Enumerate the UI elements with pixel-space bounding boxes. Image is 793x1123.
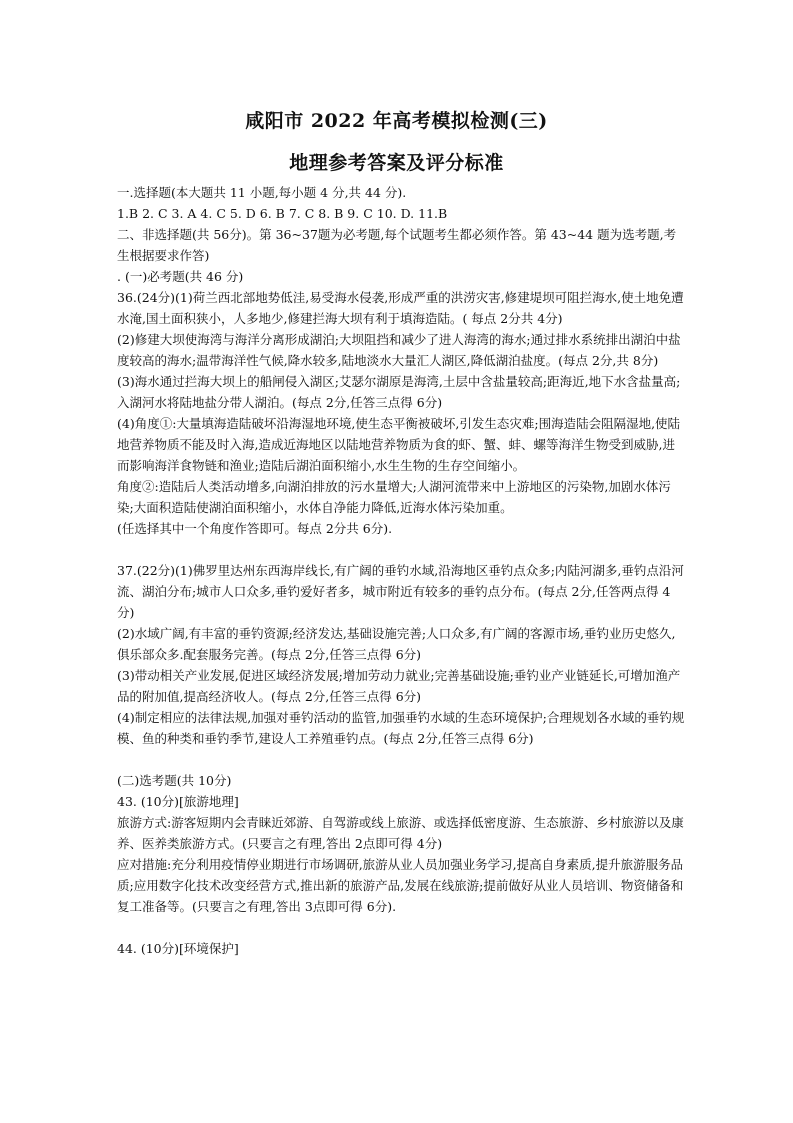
document-subtitle: 地理参考答案及评分标准 (289, 152, 504, 174)
q36-part2: (2)修建大坝使海湾与海洋分离形成湖泊;大坝阻挡和减少了进人海湾的海水;通过排水系统排出湖泊中盐度较高的海水;温带海洋性气候,降水较多,陆地淡水大量汇人湖区,降低湖泊盐度。(每点 2分,共 8分) (117, 332, 681, 368)
q37-part2: (2)水域广阔,有丰富的垂钓资源;经济发达,基础设施完善;人口众多,有广阔的客源市场,垂钓业历史悠久,俱乐部众多.配套服务完善。(每点 2分,任答三点得 6分) (117, 626, 676, 662)
q44-heading: 44. (10分)[环境保护] (117, 941, 239, 956)
q43-measures: 应对措施:充分利用疫情停业期进行市场调研,旅游从业人员加强业务学习,提高自身素质,提升旅游服务品质;应用数字化技术改变经营方式,推出新的旅游产品,发展在线旅游;提前做好从业人员培训、物资储备和复工准备等。(只要言之有理,答出 3点即可得 6分). (117, 857, 684, 914)
mc-heading: 一.选择题(本大题共 11 小题,每小题 4 分,共 44 分). (117, 185, 407, 200)
elective-heading: (二)选考题(共 10分) (117, 773, 232, 788)
q37-part4: (4)制定相应的法律法规,加强对垂钓活动的监管,加强垂钓水域的生态环境保护;合理规划各水域的垂钓规模、鱼的种类和垂钓季节,建设人工养殖垂钓点。(每点 2分,任答三点得 6分) (117, 710, 685, 746)
q36-note: (任选择其中一个角度作答即可。每点 2分共 6分). (117, 521, 393, 536)
q37-part3: (3)带动相关产业发展,促进区域经济发展;增加劳动力就业;完善基础设施;垂钓业产业链延长,可增加渔产品的附加值,提高经济收人。(每点 2分,任答三点得 6分) (117, 668, 681, 704)
q43-travel-mode: 旅游方式:游客短期内会青睐近郊游、自驾游或线上旅游、或选择低密度游、生态旅游、乡村旅游以及康养、医养类旅游方式。(只要言之有理,答出 2点即可得 4分) (117, 815, 684, 851)
q37-part1: 37.(22分)(1)佛罗里达州东西海岸线长,有广阔的垂钓水域,沿海地区垂钓点众多;内陆河湖多,垂钓点沿河流、湖泊分布;城市人口众多,垂钓爱好者多，城市附近有较多的垂钓点分布。(每点 2分,任答两点得 4分) (117, 563, 684, 620)
q36-part4-angle2: 角度②:造陆后人类活动增多,向湖泊排放的污水量增大;人湖河流带来中上游地区的污染物,加剧水体污染;大面积造陆使湖泊面积缩小，水体自净能力降低,近海水体污染加重。 (117, 479, 671, 515)
q43-heading: 43. (10分)[旅游地理] (117, 794, 239, 809)
q36-part4-angle1: (4)角度①:大量填海造陆破坏沿海湿地环境,使生态平衡被破坏,引发生态灾难;围海造陆会阻隔湿地,使陆地营养物质不能及时入海,造成近海地区以陆地营养物质为食的虾、蟹、蚌、螺等海洋生物受到威胁,进而影响海洋食物链和渔业;造陆后湖泊面积缩小,水生生物的生存空间缩小。 (117, 416, 681, 473)
nonmc-heading: 二、非选择题(共 56分)。第 36~37题为必考题,每个试题考生都必须作答。第 43~44 题为选考题,考生根据要求作答) (117, 227, 677, 263)
spacer (117, 539, 685, 560)
q36-part1: 36.(24分)(1)荷兰西北部地势低洼,易受海水侵袭,形成严重的洪涝灾害,修建堤坝可阻拦海水,使土地免遭水淹,国土面积狭小，人多地少,修建拦海大坝有利于填海造陆。( 每点 2分共 4分) (117, 290, 684, 326)
spacer (117, 749, 685, 770)
spacer (117, 917, 685, 938)
document-title: 咸阳市 2022 年高考模拟检测(三) (245, 110, 548, 132)
q36-part3: (3)海水通过拦海大坝上的船闸侵入湖区;艾瑟尔湖原是海湾,土层中含盐量较高;距海近,地下水含盐量高;入湖河水将陆地盐分带人湖泊。(每点 2分,任答三点得 6分) (117, 374, 681, 410)
answer-content (117, 182, 685, 959)
mc-answers: 1.B 2. C 3. A 4. C 5. D 6. B 7. C 8. B 9. C 10. D. 11.B (117, 206, 448, 221)
required-heading: . (一)必考题(共 46 分) (117, 269, 244, 284)
